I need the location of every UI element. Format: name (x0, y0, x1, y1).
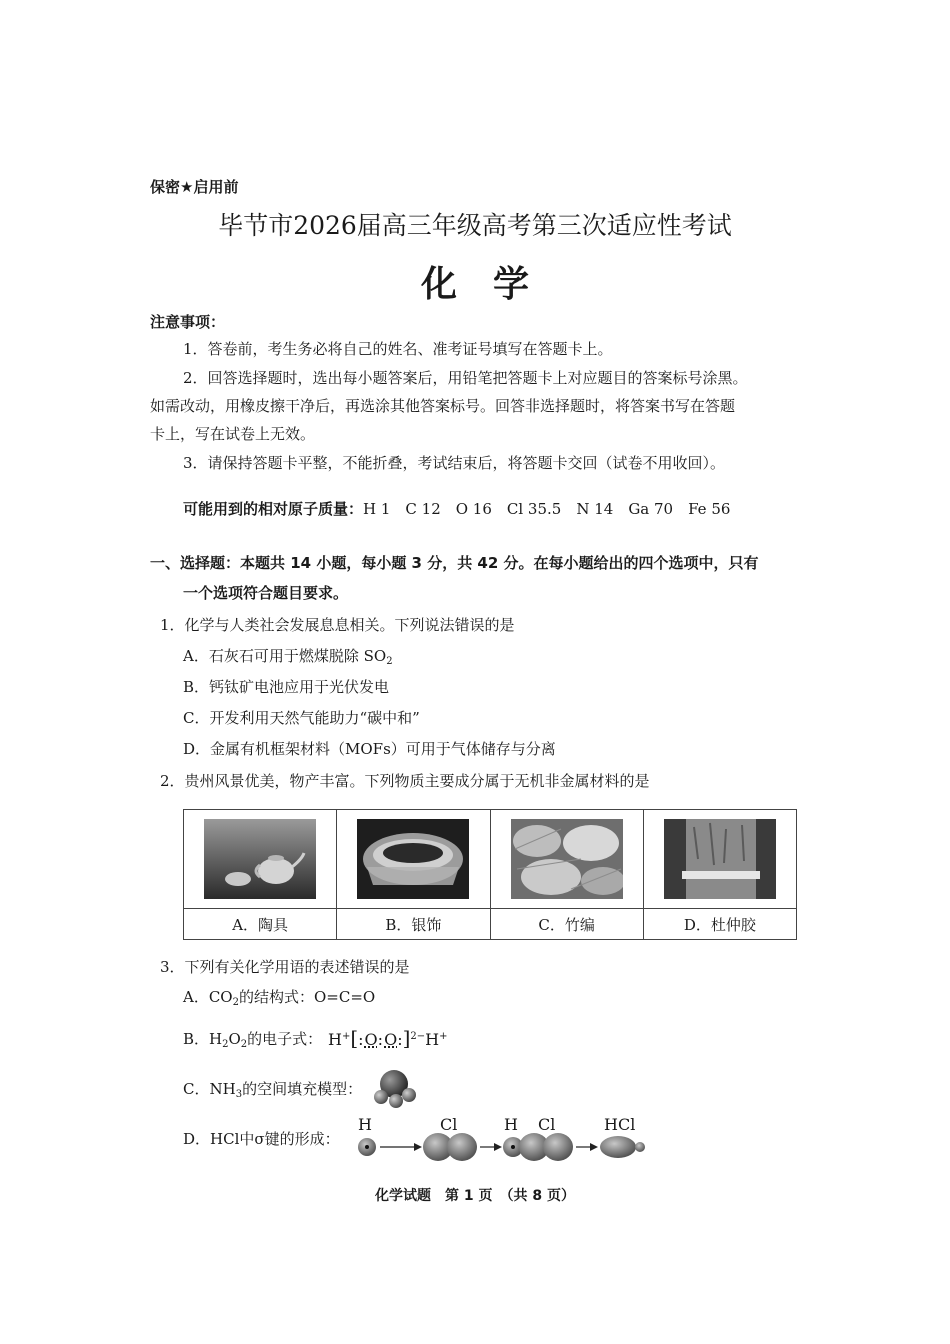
section-heading: 一、选择题：本题共 14 小题，每小题 3 分，共 42 分。在每小题给出的四个选项中，只有 (150, 554, 759, 572)
cl-lobe-overlap (543, 1133, 573, 1161)
atomic-mass-values: H 1 C 12 O 16 Cl 35.5 N 14 Ga 70 Fe 56 (363, 500, 731, 518)
q1-option-a: A．石灰石可用于燃煤脱除 $SO_2$ (183, 647, 393, 667)
q1-stem: 1．化学与人类社会发展息息相关。下列说法错误的是 (160, 616, 515, 634)
notice-item-2-cont: 如需改动，用橡皮擦干净后，再选涂其他答案标号。回答非选择题时，将答案书写在答题 (150, 397, 736, 415)
bamboo-weaving-photo (511, 819, 623, 899)
q2-option-c: C．竹编 (490, 909, 643, 940)
notice-item-3: 3．请保持答题卡平整，不能折叠，考试结束后，将答题卡交回（试卷不用收回）。 (183, 454, 726, 472)
hcl-sigma-bond-diagram (350, 1110, 650, 1170)
q3-stem: 3．下列有关化学用语的表述错误的是 (160, 958, 410, 976)
atomic-mass-line (183, 498, 730, 520)
eucommia-bark-photo (664, 819, 776, 899)
q2-photo-cell-c (490, 810, 643, 909)
q1-option-b: B．钙钛矿电池应用于光伏发电 (183, 678, 390, 696)
label-h2: H (504, 1115, 518, 1134)
q2-option-a: A．陶具 (184, 909, 337, 940)
exam-title: 毕节市2026届高三年级高考第三次适应性考试 (218, 211, 732, 240)
q2-photo-cell-b (337, 810, 490, 909)
label-h: H (358, 1115, 372, 1134)
subject-title: 化 学 (420, 263, 529, 305)
q2-photo-cell-a (184, 810, 337, 909)
page-footer: 化学试题 第 1 页 （共 8 页） (375, 1188, 575, 1204)
label-cl: Cl (440, 1115, 458, 1134)
h2o2-electron-formula: H+[:O:O:]$^{2-}$H+ (328, 1026, 448, 1050)
notice-heading: 注意事项： (150, 313, 226, 331)
hcl-small-lobe (635, 1142, 645, 1152)
hcl-sigma-orbital (600, 1136, 636, 1158)
q3-option-d: D．HCl中σ键的形成： (183, 1130, 340, 1148)
q2-photo-cell-d (643, 810, 796, 909)
label-hcl: HCl (604, 1115, 636, 1134)
q1-option-c: C．开发利用天然气能助力“碳中和” (183, 709, 420, 727)
q3-option-b: B．$H_2O_2$的电子式： (183, 1030, 323, 1050)
hydrogen-atom (374, 1090, 388, 1104)
q2-options-table (183, 809, 797, 940)
nh3-space-filling-model (372, 1068, 420, 1108)
q2-option-b: B．银饰 (337, 909, 490, 940)
q3-option-a: A．$CO_2$的结构式：O=C=O (183, 988, 376, 1008)
section-heading-cont: 一个选项符合题目要求。 (183, 584, 349, 602)
silver-jewelry-photo (357, 819, 469, 899)
q2-option-d: D．杜仲胶 (643, 909, 796, 940)
confidential-label: 保密★启用前 (150, 178, 239, 196)
q3-option-c: C．$NH_3$的空间填充模型： (183, 1080, 363, 1100)
label-cl2: Cl (538, 1115, 556, 1134)
q1-option-d: D．金属有机框架材料（MOFs）可用于气体储存与分离 (183, 740, 556, 758)
notice-item-1: 1．答卷前，考生务必将自己的姓名、准考证号填写在答题卡上。 (183, 340, 613, 358)
cl-p-orbital-lobe (447, 1133, 477, 1161)
q2-stem: 2．贵州风景优美，物产丰富。下列物质主要成分属于无机非金属材料的是 (160, 772, 650, 790)
atomic-mass-label: 可能用到的相对原子质量： (183, 500, 364, 518)
hydrogen-atom (402, 1088, 416, 1102)
teapot-photo (204, 819, 316, 899)
notice-item-2: 2．回答选择题时，选出每小题答案后，用铅笔把答题卡上对应题目的答案标号涂黑。 (183, 369, 748, 387)
hydrogen-atom (389, 1094, 403, 1108)
notice-item-2-end: 卡上，写在试卷上无效。 (150, 425, 316, 443)
